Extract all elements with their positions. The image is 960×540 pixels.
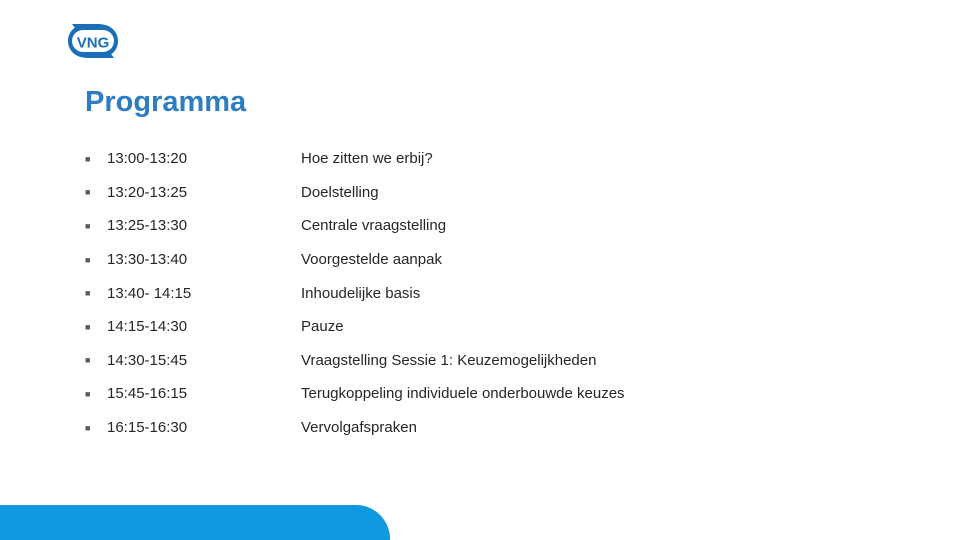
agenda-topic: Pauze [301, 318, 344, 336]
agenda-list [85, 142, 625, 444]
bullet-icon: ■ [85, 288, 91, 299]
agenda-item [85, 276, 625, 310]
agenda-item [85, 142, 625, 176]
agenda-topic: Vervolgafspraken [301, 419, 417, 437]
bullet-icon: ■ [85, 388, 91, 399]
agenda-item [85, 377, 625, 411]
vng-logo [58, 20, 128, 62]
footer-band [0, 505, 390, 540]
agenda-time: 14:15-14:30 [107, 318, 188, 336]
agenda-time: 15:45-16:15 [107, 385, 188, 403]
logo-text: VNG [76, 34, 110, 52]
bullet-icon: ■ [85, 153, 91, 164]
bullet-icon: ■ [85, 321, 91, 332]
agenda-time: 13:25-13:30 [107, 217, 188, 235]
agenda-topic: Doelstelling [301, 183, 379, 201]
agenda-topic: Hoe zitten we erbij? [301, 150, 433, 168]
agenda-time: 13:20-13:25 [107, 183, 188, 201]
agenda-topic: Centrale vraagstelling [301, 217, 447, 235]
agenda-time: 13:30-13:40 [107, 251, 188, 269]
agenda-item [85, 310, 625, 344]
agenda-item [85, 243, 625, 277]
agenda-topic: Voorgestelde aanpak [301, 251, 442, 269]
agenda-time: 14:30-15:45 [107, 351, 188, 369]
agenda-time: 13:40- 14:15 [107, 284, 192, 302]
agenda-item [85, 176, 625, 210]
agenda-time: 16:15-16:30 [107, 419, 188, 437]
bullet-icon: ■ [85, 187, 91, 198]
agenda-item [85, 411, 625, 445]
agenda-item [85, 344, 625, 378]
agenda-topic: Inhoudelijke basis [301, 284, 421, 302]
bullet-icon: ■ [85, 422, 91, 433]
agenda-item [85, 209, 625, 243]
agenda-topic: Vraagstelling Sessie 1: Keuzemogelijkheden [301, 351, 597, 369]
agenda-time: 13:00-13:20 [107, 150, 188, 168]
page-title: Programma [85, 86, 247, 118]
bullet-icon: ■ [85, 355, 91, 366]
bullet-icon: ■ [85, 254, 91, 265]
bullet-icon: ■ [85, 220, 91, 231]
agenda-topic: Terugkoppeling individuele onderbouwde keuzes [301, 385, 625, 403]
